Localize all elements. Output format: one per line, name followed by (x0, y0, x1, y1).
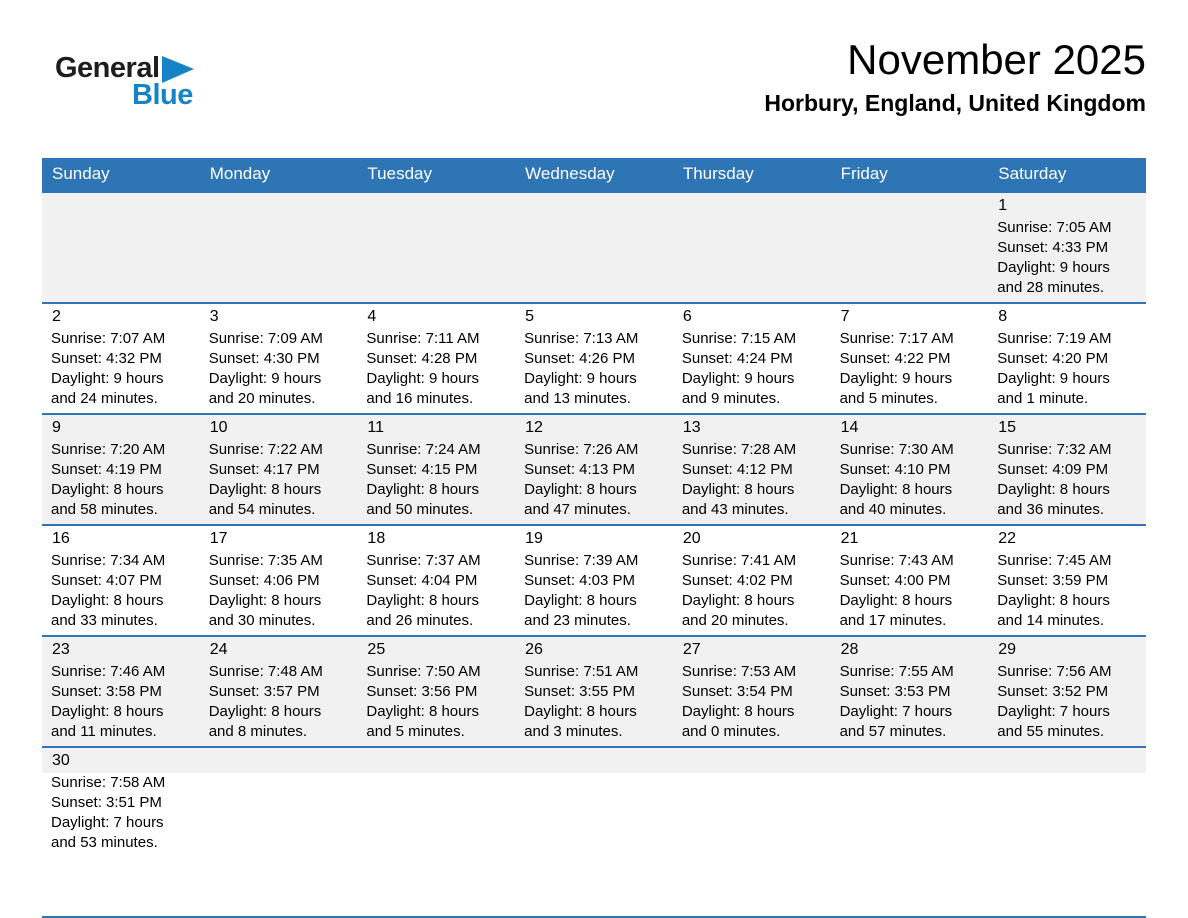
day-detail-line: and 43 minutes. (681, 501, 789, 518)
week-row (42, 746, 1146, 916)
day-detail-line: Daylight: 8 hours (366, 592, 479, 609)
day-detail-line: Sunrise: 7:56 AM (997, 663, 1112, 680)
day-detail-line: Sunrise: 7:13 AM (524, 330, 639, 347)
day-detail-line: Daylight: 8 hours (681, 481, 795, 498)
weekday-saturday: Saturday (998, 164, 1067, 183)
day-detail-line: Sunset: 3:58 PM (51, 683, 162, 700)
day-detail-line: and 53 minutes. (51, 834, 158, 851)
day-detail-line: Sunset: 4:04 PM (366, 572, 478, 589)
day-cell (42, 415, 200, 524)
day-detail-line: Sunset: 3:54 PM (681, 683, 793, 700)
day-detail-line: Sunset: 4:12 PM (681, 461, 793, 478)
empty-cell (42, 193, 200, 302)
day-detail-line: Sunset: 3:55 PM (524, 683, 636, 700)
day-detail-line: Sunrise: 7:35 AM (208, 552, 323, 569)
day-detail-line: Sunset: 4:07 PM (51, 572, 162, 589)
day-number: 14 (840, 419, 859, 436)
day-detail-line: Daylight: 7 hours (51, 814, 164, 831)
day-detail-line: and 36 minutes. (997, 501, 1105, 518)
day-detail-line: Sunset: 4:26 PM (524, 350, 636, 367)
day-number: 30 (52, 752, 70, 769)
day-detail-line: Sunrise: 7:15 AM (681, 330, 797, 347)
day-detail-line: Sunset: 4:28 PM (366, 350, 478, 367)
day-detail-line: and 20 minutes. (208, 390, 316, 407)
day-number: 15 (998, 419, 1017, 436)
day-detail-line: Sunrise: 7:43 AM (839, 552, 954, 569)
page-title: November 2025 (847, 36, 1146, 83)
day-detail-line: Sunset: 3:52 PM (997, 683, 1109, 700)
day-detail-line: Sunset: 4:10 PM (839, 461, 951, 478)
day-detail-line: Sunrise: 7:30 AM (839, 441, 954, 458)
empty-cell (357, 748, 515, 916)
day-cell (988, 193, 1146, 302)
day-number: 5 (525, 308, 535, 325)
day-detail-line: Sunset: 4:20 PM (997, 350, 1109, 367)
day-cell (515, 526, 673, 635)
day-cell (357, 637, 515, 746)
day-detail-line: and 57 minutes. (839, 723, 947, 740)
day-number: 21 (840, 530, 859, 547)
day-detail-line: Sunset: 4:30 PM (208, 350, 320, 367)
day-detail-line: Sunset: 4:00 PM (839, 572, 951, 589)
day-detail-line: Sunset: 4:09 PM (997, 461, 1109, 478)
day-number: 27 (682, 641, 701, 658)
day-detail-line: Sunset: 4:24 PM (681, 350, 793, 367)
day-detail-line: Sunrise: 7:39 AM (524, 552, 639, 569)
day-number: 20 (682, 530, 701, 547)
day-detail-line: Sunrise: 7:50 AM (366, 663, 481, 680)
day-cell (673, 637, 831, 746)
day-number: 22 (998, 530, 1017, 547)
week-row (42, 413, 1146, 524)
day-cell (831, 415, 989, 524)
title-block (764, 36, 1146, 118)
day-detail-line: Daylight: 8 hours (51, 703, 164, 720)
week-row (42, 524, 1146, 635)
day-number: 16 (52, 530, 70, 547)
day-detail-line: Sunset: 3:51 PM (51, 794, 162, 811)
day-detail-line: and 1 minute. (997, 390, 1089, 407)
day-detail-line: Daylight: 9 hours (524, 370, 637, 387)
day-cell (831, 526, 989, 635)
day-cell (357, 526, 515, 635)
day-cell (357, 415, 515, 524)
day-cell (988, 304, 1146, 413)
day-cell (515, 304, 673, 413)
day-number: 2 (52, 308, 61, 325)
day-detail-line: Sunrise: 7:11 AM (366, 330, 480, 347)
day-cell (673, 526, 831, 635)
day-number: 3 (209, 308, 219, 325)
day-detail-line: Sunrise: 7:05 AM (997, 219, 1112, 236)
day-detail-line: Sunrise: 7:07 AM (51, 330, 166, 347)
day-detail-line: and 14 minutes. (997, 612, 1105, 629)
day-detail-line: and 16 minutes. (366, 390, 474, 407)
day-detail-line: Sunrise: 7:41 AM (681, 552, 797, 569)
day-number: 6 (682, 308, 692, 325)
day-detail-line: Daylight: 8 hours (524, 481, 637, 498)
day-detail-line: and 11 minutes. (51, 723, 157, 740)
day-detail-line: Daylight: 8 hours (524, 592, 637, 609)
day-cell (673, 415, 831, 524)
weekday-friday: Friday (840, 164, 888, 183)
day-detail-line: Daylight: 8 hours (208, 592, 322, 609)
empty-cell (673, 193, 831, 302)
empty-cell (200, 748, 358, 916)
day-detail-line: Sunrise: 7:53 AM (681, 663, 797, 680)
day-detail-line: Daylight: 7 hours (839, 703, 953, 720)
day-detail-line: Sunrise: 7:19 AM (997, 330, 1112, 347)
day-detail-line: and 47 minutes. (524, 501, 631, 518)
empty-cell (831, 748, 989, 916)
week-row (42, 191, 1146, 302)
general-blue-logo (55, 36, 194, 110)
day-detail-line: Daylight: 8 hours (681, 592, 795, 609)
empty-cell (831, 193, 989, 302)
day-number: 10 (209, 419, 228, 436)
day-number: 13 (682, 419, 701, 436)
day-detail-line: and 40 minutes. (839, 501, 947, 518)
day-number: 12 (525, 419, 543, 436)
day-number: 23 (52, 641, 70, 658)
day-detail-line: Sunrise: 7:51 AM (524, 663, 639, 680)
day-detail-line: Daylight: 8 hours (366, 481, 479, 498)
logo-text-blue: Blue (132, 79, 193, 111)
day-detail-line: and 28 minutes. (997, 279, 1105, 296)
day-detail-line: Sunrise: 7:34 AM (51, 552, 166, 569)
calendar-grid (42, 191, 1146, 918)
day-detail-line: Daylight: 9 hours (51, 370, 164, 387)
day-detail-line: Daylight: 8 hours (839, 481, 953, 498)
day-number: 24 (209, 641, 228, 658)
day-number: 26 (525, 641, 543, 658)
day-cell (200, 526, 358, 635)
weekday-thursday: Thursday (682, 164, 754, 183)
day-detail-line: Daylight: 9 hours (839, 370, 953, 387)
day-detail-line: and 3 minutes. (524, 723, 623, 740)
weekday-monday: Monday (209, 164, 271, 183)
day-detail-line: Sunset: 4:32 PM (51, 350, 162, 367)
day-cell (988, 526, 1146, 635)
day-number: 19 (525, 530, 543, 547)
day-cell (831, 304, 989, 413)
day-detail-line: Daylight: 8 hours (51, 481, 164, 498)
day-cell (200, 304, 358, 413)
empty-cell (988, 748, 1146, 916)
day-detail-line: Sunrise: 7:45 AM (997, 552, 1112, 569)
day-detail-line: Sunset: 3:59 PM (997, 572, 1109, 589)
day-detail-line: Daylight: 7 hours (997, 703, 1110, 720)
day-number: 25 (367, 641, 386, 658)
empty-cell (673, 748, 831, 916)
empty-cell (200, 193, 358, 302)
day-detail-line: Daylight: 9 hours (366, 370, 479, 387)
day-detail-line: and 24 minutes. (51, 390, 158, 407)
day-cell (673, 304, 831, 413)
empty-cell (515, 193, 673, 302)
day-detail-line: Daylight: 8 hours (524, 703, 637, 720)
day-number: 29 (998, 641, 1017, 658)
day-detail-line: and 5 minutes. (839, 390, 938, 407)
day-number: 18 (367, 530, 386, 547)
day-detail-line: Sunset: 4:03 PM (524, 572, 636, 589)
day-detail-line: Sunrise: 7:46 AM (51, 663, 166, 680)
day-detail-line: Daylight: 8 hours (681, 703, 795, 720)
day-detail-line: Daylight: 9 hours (997, 259, 1110, 276)
day-detail-line: Sunrise: 7:37 AM (366, 552, 481, 569)
day-detail-line: Sunrise: 7:09 AM (208, 330, 323, 347)
day-detail-line: Sunset: 4:17 PM (208, 461, 320, 478)
day-cell (515, 415, 673, 524)
weekday-wednesday: Wednesday (525, 164, 615, 183)
day-detail-line: and 13 minutes. (524, 390, 631, 407)
day-number: 17 (209, 530, 228, 547)
day-cell (42, 304, 200, 413)
day-cell (357, 304, 515, 413)
weekday-tuesday: Tuesday (367, 164, 432, 183)
day-detail-line: Sunset: 3:57 PM (208, 683, 320, 700)
empty-cell (357, 193, 515, 302)
day-detail-line: Sunrise: 7:20 AM (51, 441, 166, 458)
week-row (42, 635, 1146, 746)
day-detail-line: Sunset: 4:22 PM (839, 350, 951, 367)
day-detail-line: Sunrise: 7:48 AM (208, 663, 323, 680)
day-detail-line: Sunset: 4:33 PM (997, 239, 1109, 256)
day-detail-line: Sunset: 4:19 PM (51, 461, 162, 478)
day-detail-line: Sunrise: 7:22 AM (208, 441, 323, 458)
weekday-sunday: Sunday (52, 164, 110, 183)
day-detail-line: Daylight: 9 hours (681, 370, 795, 387)
day-detail-line: Sunrise: 7:24 AM (366, 441, 481, 458)
day-cell (42, 748, 200, 916)
day-detail-line: Daylight: 8 hours (839, 592, 953, 609)
week-row (42, 302, 1146, 413)
day-number: 9 (52, 419, 61, 436)
day-cell (200, 637, 358, 746)
day-detail-line: and 23 minutes. (524, 612, 631, 629)
empty-cell (515, 748, 673, 916)
day-number: 11 (367, 419, 385, 436)
day-number: 8 (998, 308, 1008, 325)
day-detail-line: Sunrise: 7:58 AM (51, 774, 166, 791)
day-detail-line: and 26 minutes. (366, 612, 474, 629)
day-detail-line: Daylight: 8 hours (208, 481, 322, 498)
day-detail-line: and 54 minutes. (208, 501, 316, 518)
day-detail-line: Daylight: 8 hours (997, 592, 1110, 609)
day-detail-line: Sunrise: 7:28 AM (681, 441, 797, 458)
day-detail-line: and 8 minutes. (208, 723, 308, 740)
day-detail-line: Sunset: 4:02 PM (681, 572, 793, 589)
day-detail-line: Sunrise: 7:26 AM (524, 441, 639, 458)
day-detail-line: Sunrise: 7:55 AM (839, 663, 954, 680)
day-detail-line: Sunrise: 7:32 AM (997, 441, 1112, 458)
day-number: 28 (840, 641, 859, 658)
day-detail-line: and 30 minutes. (208, 612, 316, 629)
day-detail-line: Daylight: 9 hours (208, 370, 322, 387)
day-detail-line: Sunset: 4:15 PM (366, 461, 478, 478)
day-detail-line: Daylight: 8 hours (208, 703, 322, 720)
day-cell (515, 637, 673, 746)
day-detail-line: and 55 minutes. (997, 723, 1105, 740)
day-detail-line: Daylight: 8 hours (51, 592, 164, 609)
day-detail-line: and 50 minutes. (366, 501, 474, 518)
day-detail-line: and 17 minutes. (839, 612, 947, 629)
day-detail-line: and 33 minutes. (51, 612, 158, 629)
weekday-header-row (42, 158, 1146, 191)
page-header (0, 0, 1188, 158)
day-detail-line: and 9 minutes. (681, 390, 781, 407)
day-cell (988, 637, 1146, 746)
day-detail-line: and 58 minutes. (51, 501, 158, 518)
day-detail-line: Sunset: 4:06 PM (208, 572, 320, 589)
day-detail-line: Daylight: 9 hours (997, 370, 1110, 387)
logo-text-general: General (55, 52, 160, 84)
day-detail-line: Daylight: 8 hours (997, 481, 1110, 498)
day-number: 4 (367, 308, 377, 325)
day-detail-line: Sunset: 3:53 PM (839, 683, 951, 700)
day-cell (42, 637, 200, 746)
day-number: 7 (840, 308, 850, 325)
day-number: 1 (998, 197, 1008, 214)
page-subtitle: Horbury, England, United Kingdom (764, 90, 1146, 117)
day-detail-line: Sunset: 3:56 PM (366, 683, 478, 700)
day-cell (42, 526, 200, 635)
day-detail-line: and 5 minutes. (366, 723, 465, 740)
day-cell (988, 415, 1146, 524)
day-detail-line: Sunset: 4:13 PM (524, 461, 636, 478)
calendar (42, 158, 1146, 918)
day-detail-line: and 0 minutes. (681, 723, 781, 740)
day-detail-line: and 20 minutes. (681, 612, 789, 629)
day-cell (831, 637, 989, 746)
day-cell (200, 415, 358, 524)
day-detail-line: Daylight: 8 hours (366, 703, 479, 720)
day-detail-line: Sunrise: 7:17 AM (839, 330, 954, 347)
